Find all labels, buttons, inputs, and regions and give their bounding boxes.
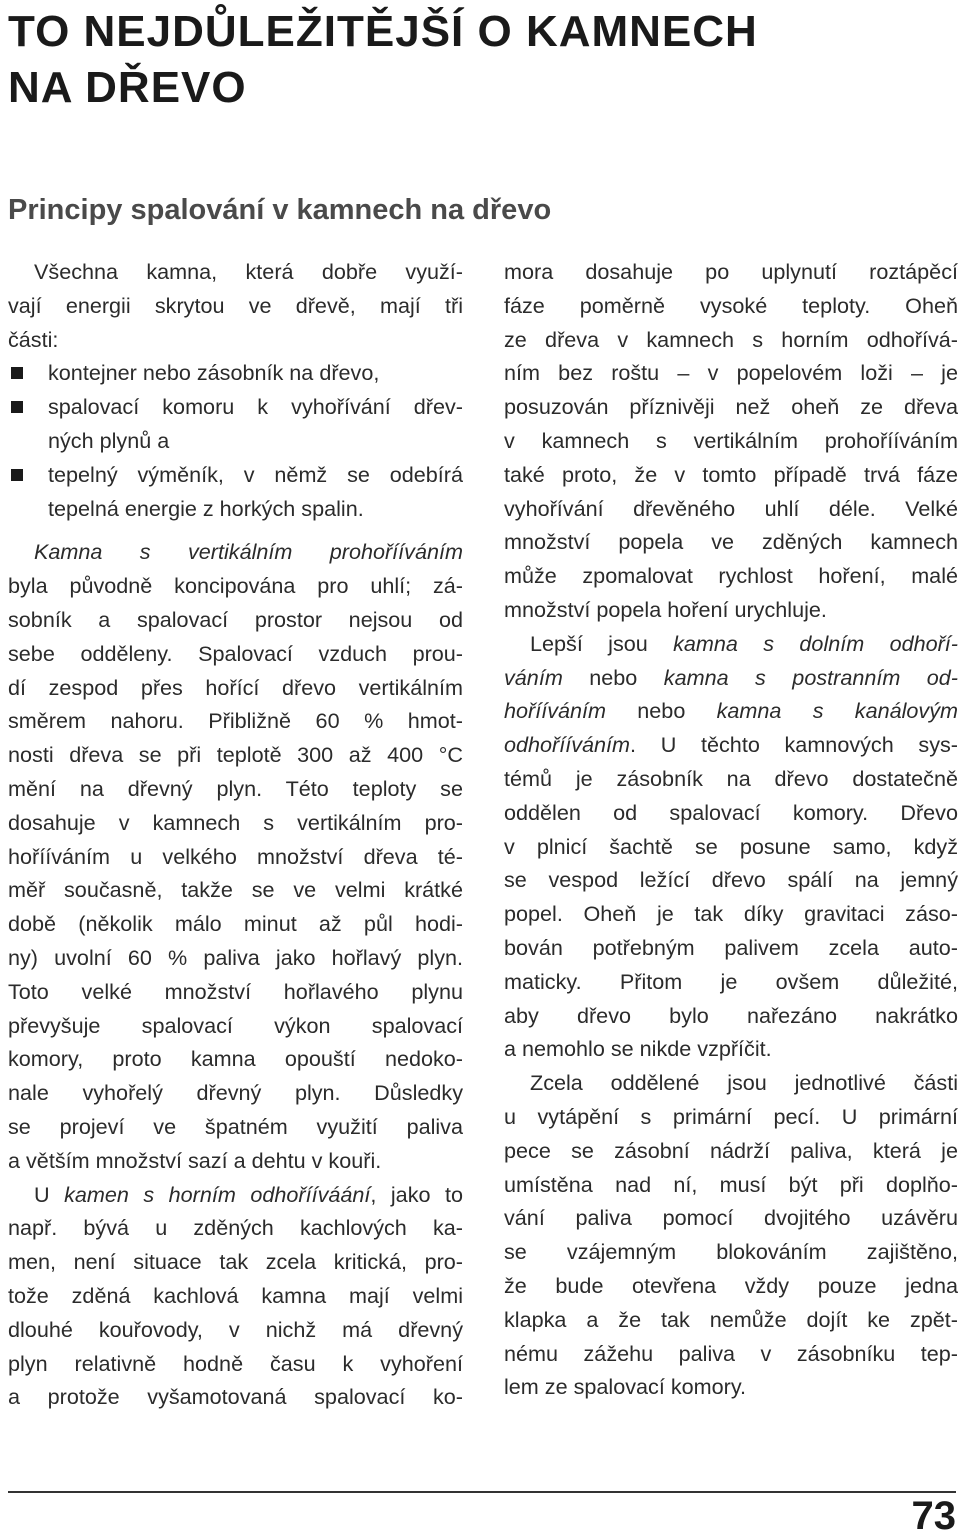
text-line: a nemohlo se nikde vzpříčit. (504, 1036, 772, 1062)
text-line: ze dřeva v kamnech s horním odhořívá- (504, 326, 958, 352)
italic-term: kamna s kanálovým (716, 698, 958, 724)
text-line: Všechna kamna, která dobře využí- (34, 259, 463, 284)
italic-term: hořííváním (504, 698, 607, 724)
text-line: umístěna nad ní, musí být při doplňo- (504, 1171, 958, 1197)
text-line: směrem nahoru. Přibližně 60 % hmot- (8, 708, 463, 734)
italic-term: váním (504, 664, 563, 690)
text-line: a protože vyšamotovaná spalovací ko- (8, 1384, 463, 1410)
square-bullet-icon (11, 367, 23, 379)
section-title: Principy spalování v kamnech na dřevo (8, 194, 552, 226)
text-line: dí zespod přes hořící dřevo vertikálním (8, 674, 463, 700)
text-line: ných plynů a (48, 427, 170, 453)
text-line: kontejner nebo zásobník na dřevo, (48, 360, 380, 386)
text-run: , jako to (370, 1181, 463, 1207)
text-line: tože zděná kachlová kamna mají velmi (8, 1282, 463, 1308)
text-run: nebo (562, 664, 664, 690)
text-line: spalovací komoru k vyhořívání dřev- (48, 394, 463, 420)
chapter-title-line: TO NEJDŮLEŽITĚJŠÍ O KAMNECH (8, 7, 758, 56)
right-column (504, 255, 958, 1404)
text-run: nebo (606, 698, 717, 724)
text-line: bován potřebným palivem zcela auto- (504, 934, 958, 960)
text-line: oddělen od spalovací komory. Dřevo (504, 799, 958, 825)
italic-term: kamna s dolním odhoří- (673, 630, 958, 656)
text-line: převyšuje spalovací výkon spalovací (8, 1012, 463, 1038)
text-line: posuzován příznivěji než oheň ze dřeva (504, 394, 958, 420)
text-line: pece se zásobní nádrží paliva, která je (504, 1137, 958, 1163)
paragraph-continuation (504, 255, 958, 627)
italic-term: Kamna s vertikálním prohořííváním (34, 539, 463, 565)
text-line: se vzájemným blokováním zajištěno, (504, 1239, 958, 1265)
text-line: mora dosahuje po uplynutí roztápěcí (504, 259, 958, 284)
bullet-item-continuation (8, 492, 463, 526)
paragraph-vertical-burn (8, 535, 463, 1177)
intro-paragraph (8, 255, 463, 356)
text-line: že bude otevřena vždy pouze jedna (504, 1272, 958, 1298)
text-line: tepelný výměník, v němž se odebírá (48, 461, 463, 487)
text-line: plyn relativně hodně času k vyhoření (8, 1350, 463, 1376)
text-line: také proto, že v tomto případě trvá fáze (504, 461, 958, 487)
italic-term: kamen s horním odhořííváání (64, 1181, 371, 1207)
square-bullet-icon (11, 469, 23, 481)
left-column (8, 255, 463, 1414)
text-line: dlouhé kouřovody, v nichž má dřevný (8, 1316, 463, 1342)
text-line: vají energii skrytou ve dřevě, mají tři (8, 292, 463, 318)
text-line: části: (8, 326, 59, 352)
text-line: době (několik málo minut až půl hodi- (8, 911, 463, 937)
text-line (8, 1178, 463, 1212)
italic-term: kamna s postranním od- (663, 664, 958, 690)
text-line: v kamnech s vertikálním prohořííváním (504, 427, 958, 453)
text-line: vyhořívání dřevěného uhlí déle. Velké (504, 495, 958, 521)
text-line (504, 661, 958, 695)
text-line: množství popela ve zděných kamnech (504, 529, 958, 555)
italic-term: odhořííváním (504, 732, 631, 758)
text-line (504, 728, 958, 762)
text-line: sebe odděleny. Spalovací vzduch prou- (8, 640, 463, 666)
text-line: nale vyhořelý dřevný plyn. Důsledky (8, 1080, 463, 1106)
text-line (504, 694, 958, 728)
paragraph-lower-burn (504, 627, 958, 1066)
chapter-title (8, 4, 948, 116)
text-line: u vytápění s primární pecí. U primární (504, 1103, 958, 1129)
text-line: byla původně koncipována pro uhlí; zá- (8, 573, 463, 599)
text-line: mění na dřevný plyn. Této teploty se (8, 775, 463, 801)
text-line: popel. Oheň je tak díky gravitaci záso- (504, 901, 958, 927)
text-line: lem ze spalovací komory. (504, 1374, 747, 1400)
text-run: Lepší jsou (530, 630, 674, 656)
text-line (8, 535, 463, 569)
text-line (504, 627, 958, 661)
text-line: se vespod ležící dřevo spálí na jemný (504, 867, 958, 893)
text-line: ním bez roštu – v popelovém loži – je (504, 360, 958, 386)
text-line: měř současně, takže se ve velmi krátké (8, 877, 463, 903)
text-line: Zcela oddělené jsou jednotlivé části (530, 1070, 958, 1096)
text-line: v plnicí šachtě se posune samo, když (504, 833, 958, 859)
text-line: hořííváním u velkého množství dřeva té- (8, 843, 463, 869)
text-line: sobník a spalovací prostor nejsou od (8, 606, 463, 632)
footer-divider (8, 1491, 956, 1493)
text-line: fáze poměrně vysoké teploty. Oheň (504, 292, 958, 318)
text-line: a větším množství sazí a dehtu v kouři. (8, 1147, 382, 1173)
text-line: tepelná energie z horkých spalin. (48, 495, 364, 521)
square-bullet-icon (11, 401, 23, 413)
text-line: nosti dřeva se při teplotě 300 až 400 °C (8, 742, 463, 768)
bullet-item (8, 356, 463, 390)
text-line: nému zážehu paliva v zásobníku tep- (504, 1340, 958, 1366)
bullet-item (8, 390, 463, 424)
bullet-item (8, 458, 463, 492)
paragraph-primary-furnace (504, 1066, 958, 1404)
bullet-item-continuation (8, 424, 463, 458)
text-run: U (34, 1181, 65, 1207)
text-line: množství popela hoření urychluje. (504, 596, 827, 622)
page-number: 73 (911, 1494, 956, 1538)
text-line: aby dřevo bylo nařezáno nakrátko (504, 1002, 958, 1028)
paragraph-top-burn (8, 1178, 463, 1415)
text-line: témů je zásobník na dřevo dostatečně (504, 765, 958, 791)
text-line: komory, proto kamna opouští nedoko- (8, 1046, 463, 1072)
bullet-list (8, 356, 463, 525)
text-line: může zpomalovat rychlost hoření, malé (504, 563, 958, 589)
text-line: men, není situace tak zcela kritická, pro- (8, 1249, 463, 1275)
chapter-title-line: NA DŘEVO (8, 63, 247, 112)
text-line: maticky. Přitom je ovšem důležité, (504, 968, 958, 994)
text-line: ny) uvolní 60 % paliva jako hořlavý plyn. (8, 944, 463, 970)
text-line: např. bývá u zděných kachlových ka- (8, 1215, 463, 1241)
text-line: Toto velké množství hořlavého plynu (8, 978, 463, 1004)
text-run: . U těchto kamnových sys- (630, 732, 958, 758)
text-line: dosahuje v kamnech s vertikálním pro- (8, 809, 463, 835)
text-line: vání paliva pomocí dvojitého uzávěru (504, 1205, 958, 1231)
text-line: klapka a že tak nemůže dojít ke zpět- (504, 1306, 958, 1332)
text-line: se projeví ve špatném využití paliva (8, 1113, 463, 1139)
